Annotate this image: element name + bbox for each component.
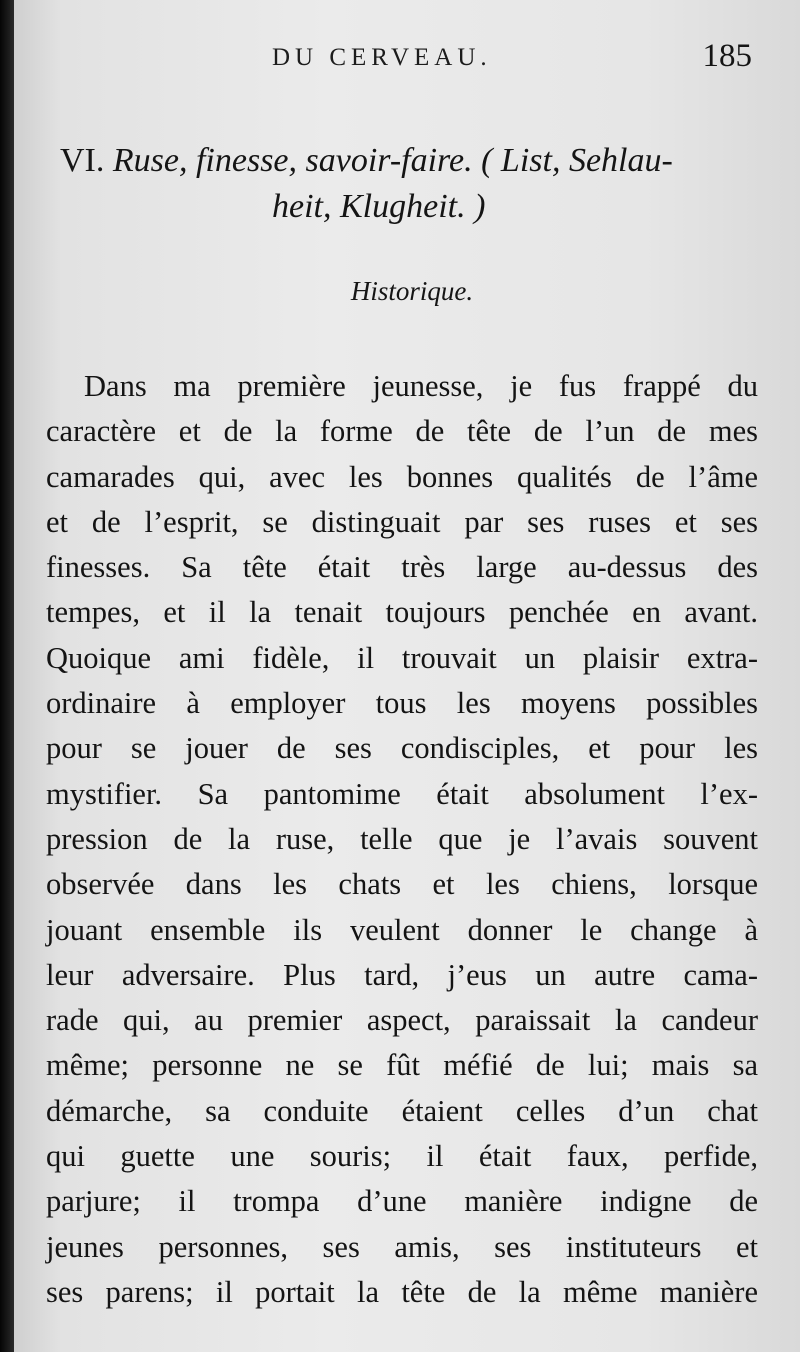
section-number: VI. — [60, 142, 105, 179]
text-line: pression de la ruse, telle que je l’avais souvent — [46, 821, 758, 856]
running-title: DU CERVEAU. — [272, 44, 492, 71]
text-line: tempes, et il la tenait toujours penchée en avant. — [46, 595, 758, 630]
book-page — [14, 0, 800, 1352]
text-line: mystifier. Sa pantomime était absolument l’ex- — [46, 776, 758, 811]
section-heading — [60, 138, 760, 230]
text-line: jeunes personnes, ses amis, ses instituteurs et — [46, 1229, 758, 1264]
section-title-line-2: heit, Klugheit. ) — [272, 188, 486, 225]
text-line: ses parens; il portait la tête de la même manière — [46, 1274, 758, 1309]
text-line: rade qui, au premier aspect, paraissait la candeur — [46, 1003, 758, 1038]
text-line: camarades qui, avec les bonnes qualités de l’âme — [46, 459, 758, 494]
text-line: et de l’esprit, se distinguait par ses ruses et ses — [46, 504, 758, 539]
text-line: même; personne ne se fût méfié de lui; mais sa — [46, 1048, 758, 1083]
page-gutter-shadow — [0, 0, 14, 1352]
text-line: observée dans les chats et les chiens, lorsque — [46, 867, 758, 902]
text-line: démarche, sa conduite étaient celles d’un chat — [46, 1093, 758, 1128]
text-line: finesses. Sa tête était très large au-dessus des — [46, 550, 758, 585]
text-line: parjure; il trompa d’une manière indigne de — [46, 1184, 758, 1219]
page-number: 185 — [702, 38, 752, 74]
text-line: jouant ensemble ils veulent donner le change à — [46, 912, 758, 947]
section-title-line-1: Ruse, finesse, savoir-faire. ( List, Sehlau- — [112, 142, 673, 179]
text-line: Quoique ami fidèle, il trouvait un plaisir extra- — [46, 640, 758, 675]
text-line: pour se jouer de ses condisciples, et pour les — [46, 731, 758, 766]
text-line: qui guette une souris; il était faux, perfide, — [46, 1139, 758, 1174]
subheading: Historique. — [350, 276, 474, 306]
body-paragraph — [46, 364, 758, 1315]
text-line: ordinaire à employer tous les moyens possibles — [46, 686, 758, 721]
text-line: leur adversaire. Plus tard, j’eus un autre cama- — [46, 957, 758, 992]
text-line: Dans ma première jeunesse, je fus frappé du — [84, 369, 758, 403]
text-line: caractère et de la forme de tête de l’un de mes — [46, 414, 758, 449]
